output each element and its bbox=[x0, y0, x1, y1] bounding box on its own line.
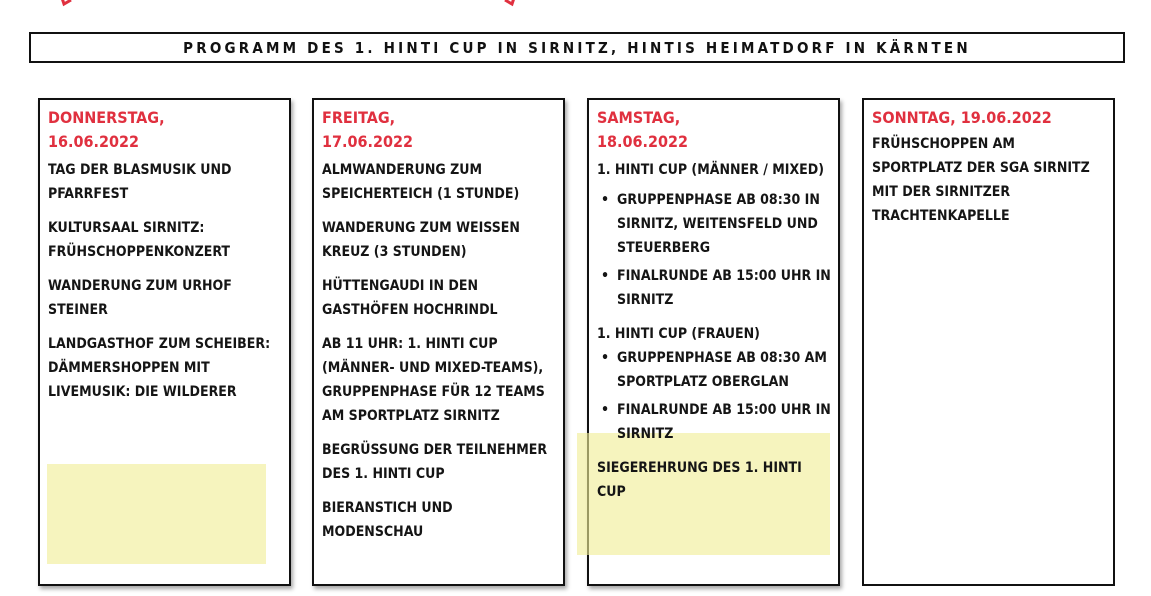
day-heading bbox=[48, 106, 283, 154]
cup-men-heading: 1. HINTI CUP (MÄNNER / MIXED) bbox=[597, 162, 824, 178]
day-card-friday bbox=[312, 98, 565, 586]
decorative-arrow-left bbox=[58, 0, 72, 8]
day-date: 18.06.2022 bbox=[597, 132, 689, 151]
cup-women-list bbox=[597, 346, 832, 446]
award-ceremony-entry: SIEGEREHRUNG DES 1. HINTI CUP bbox=[597, 460, 802, 500]
event-entry: ALMWANDERUNG ZUM SPEICHERTEICH (1 STUNDE) bbox=[322, 162, 520, 202]
day-date: 16.06.2022 bbox=[48, 132, 140, 151]
program-title: PROGRAMM DES 1. HINTI CUP IN SIRNITZ, HINTIS HEIMATDORF IN KÄRNTEN bbox=[183, 38, 971, 57]
day-heading bbox=[322, 106, 557, 154]
day-heading bbox=[597, 106, 832, 154]
program-title-box bbox=[29, 32, 1125, 63]
event-entry: FRÜHSCHOPPEN AM SPORTPLATZ DER SGA SIRNITZ MIT DER SIRNITZER TRACHTENKAPELLE bbox=[872, 136, 1090, 224]
list-item: • FINALRUNDE AB 15:00 UHR IN SIRNITZ bbox=[617, 398, 832, 446]
day-date: 17.06.2022 bbox=[322, 132, 414, 151]
event-entry: AB 11 UHR: 1. HINTI CUP (MÄNNER- UND MIXED-TEAMS), GRUPPENPHASE FÜR 12 TEAMS AM SPORTPLATZ SIRNITZ bbox=[322, 336, 545, 424]
day-name: DONNERSTAG, bbox=[48, 108, 165, 127]
day-card-sunday bbox=[862, 98, 1115, 586]
day-heading bbox=[872, 106, 1107, 130]
day-name: SONNTAG, 19.06.2022 bbox=[872, 108, 1052, 127]
event-entry: WANDERUNG ZUM WEISSEN KREUZ (3 STUNDEN) bbox=[322, 220, 520, 260]
event-entry: BEGRÜSSUNG DER TEILNEHMER DES 1. HINTI CUP bbox=[322, 442, 548, 482]
cup-men-list bbox=[597, 188, 832, 312]
event-entry: TAG DER BLASMUSIK UND PFARRFEST bbox=[48, 162, 232, 202]
list-item: • GRUPPENPHASE AB 08:30 AM SPORTPLATZ OBERGLAN bbox=[617, 346, 832, 394]
decorative-arrow-right bbox=[504, 0, 518, 8]
highlight-sticky-thursday bbox=[47, 464, 266, 564]
event-entry: HÜTTENGAUDI IN DEN GASTHÖFEN HOCHRINDL bbox=[322, 278, 498, 318]
event-entry: KULTURSAAL SIRNITZ: FRÜHSCHOPPENKONZERT bbox=[48, 220, 231, 260]
event-entry: LANDGASTHOF ZUM SCHEIBER: DÄMMERSHOPPEN MIT LIVEMUSIK: DIE WILDERER bbox=[48, 336, 271, 400]
cup-women-heading: 1. HINTI CUP (FRAUEN) bbox=[597, 326, 760, 342]
day-name: FREITAG, bbox=[322, 108, 396, 127]
event-entry: BIERANSTICH UND MODENSCHAU bbox=[322, 500, 453, 540]
list-item: • FINALRUNDE AB 15:00 UHR IN SIRNITZ bbox=[617, 264, 832, 312]
list-item: • GRUPPENPHASE AB 08:30 IN SIRNITZ, WEITENSFELD UND STEUERBERG bbox=[617, 188, 832, 260]
day-name: SAMSTAG, bbox=[597, 108, 681, 127]
event-entry: WANDERUNG ZUM URHOF STEINER bbox=[48, 278, 232, 318]
